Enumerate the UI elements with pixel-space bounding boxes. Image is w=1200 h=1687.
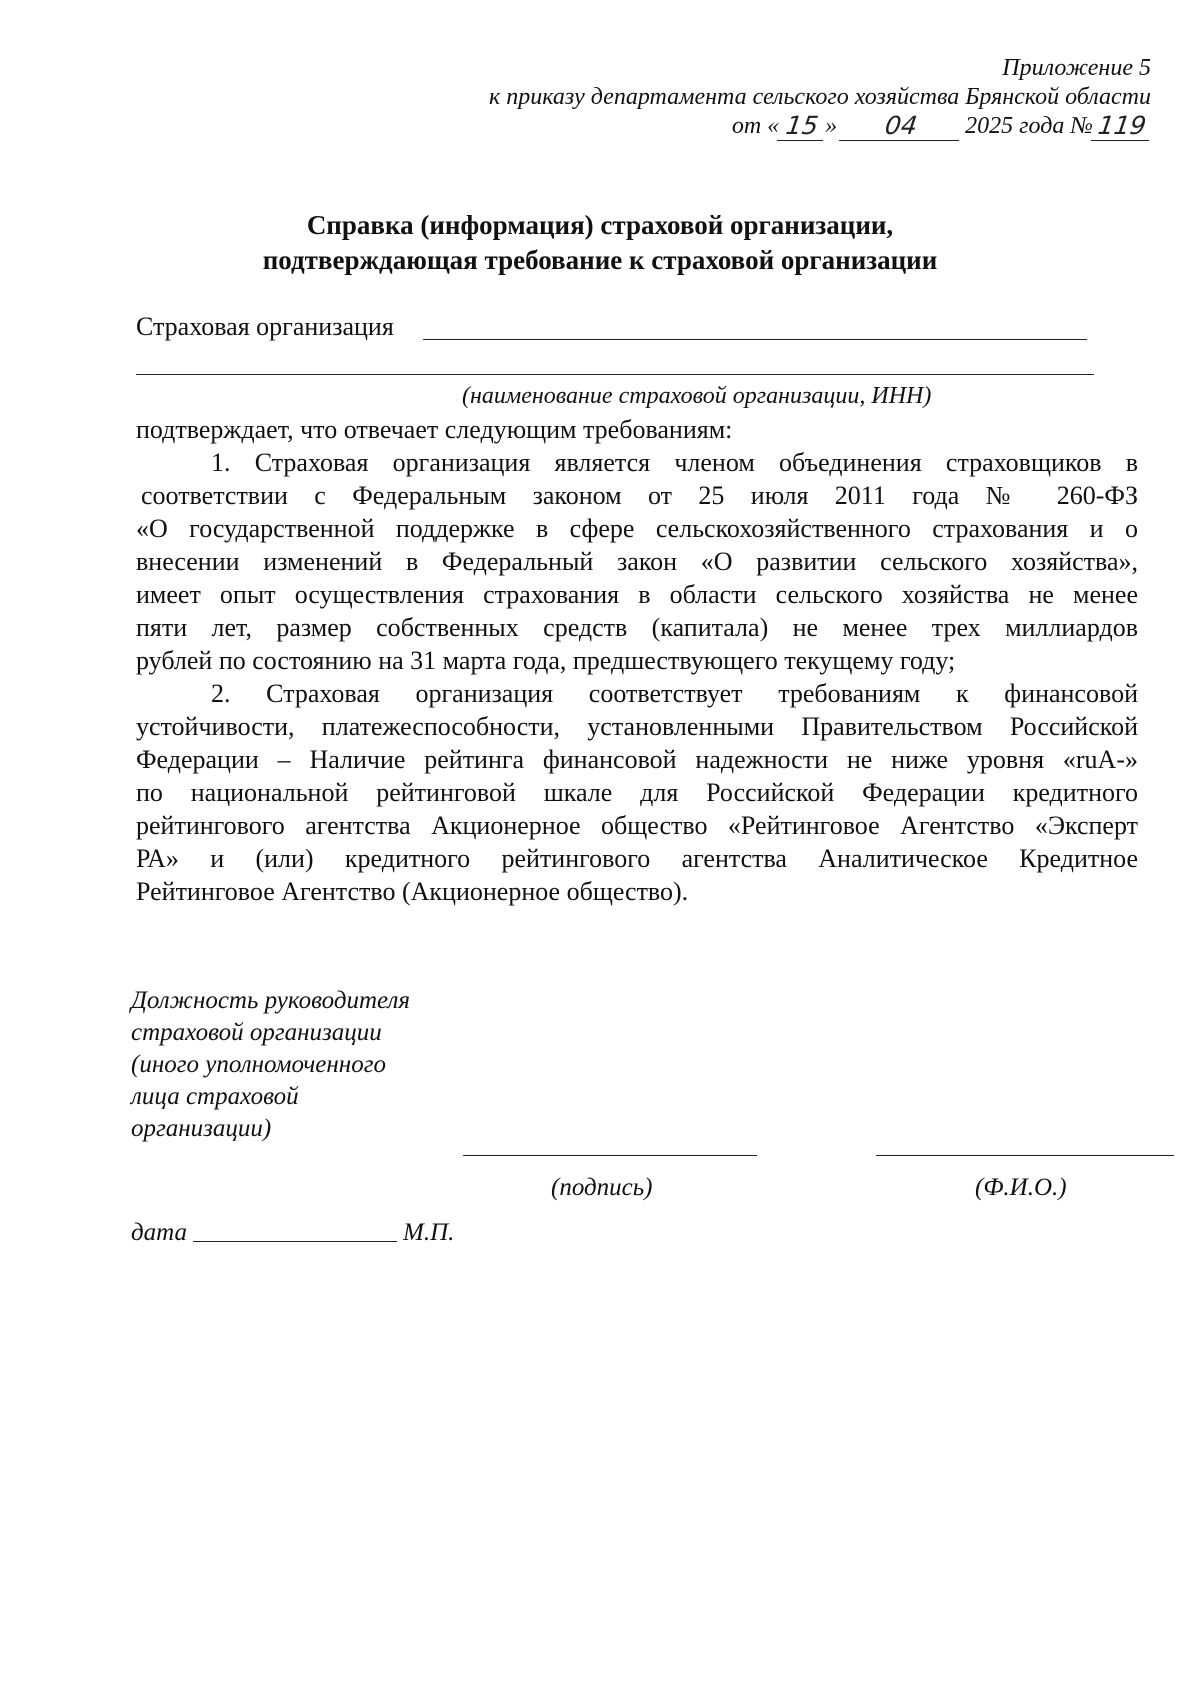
position-line: (иного уполномоченного <box>131 1051 386 1078</box>
signature-caption: (подпись) <box>551 1174 653 1201</box>
stamp-label: М.П. <box>403 1219 455 1246</box>
item-1-line: соответствии с Федеральным законом от 25 июля 2011 года № 260-ФЗ <box>141 481 1138 510</box>
item-2-line: Рейтинговое Агентство (Акционерное общество). <box>136 877 689 906</box>
title-line-2: подтверждающая требование к страховой организации <box>262 245 938 275</box>
item-2-line: устойчивости, платежеспособности, установленными Правительством Российской <box>136 712 1138 741</box>
org-caption: (наименование страховой организации, ИНН) <box>462 383 932 409</box>
item-2-line: Федерации – Наличие рейтинга финансовой надежности не ниже уровня «ruA-» <box>136 745 1138 774</box>
item-1-line: имеет опыт осуществления страхования в области сельского хозяйства не менее <box>136 580 1138 609</box>
org-name-field-continued[interactable] <box>136 374 1094 375</box>
handwritten-month: 04 <box>839 112 963 141</box>
item-1-line: пяти лет, размер собственных средств (капитала) не менее трех миллиардов <box>136 613 1138 642</box>
confirms-text: подтверждает, что отвечает следующим требованиям: <box>136 415 733 444</box>
handwritten-day: 15 <box>777 112 827 141</box>
appendix-label: Приложение 5 <box>1002 55 1151 81</box>
date-prefix: от « <box>731 113 780 139</box>
year-text: 2025 года № <box>965 113 1093 139</box>
position-line: организации) <box>131 1115 272 1142</box>
handwritten-number: 119 <box>1091 112 1153 141</box>
order-date-number <box>732 111 1151 141</box>
org-label: Страховая организация <box>136 312 394 341</box>
order-reference: к приказу департамента сельского хозяйства Брянской области <box>489 84 1151 110</box>
position-line: Должность руководителя <box>131 987 411 1014</box>
item-2-line: по национальной рейтинговой шкале для Российской Федерации кредитного <box>136 778 1138 807</box>
org-name-field[interactable] <box>423 339 1087 340</box>
item-1-line: «О государственной поддержке в сфере сельскохозяйственного страхования и о <box>136 514 1138 543</box>
item-2-line: рейтингового агентства Акционерное общество «Рейтинговое Агентство «Эксперт <box>136 811 1138 840</box>
position-line: страховой организации <box>131 1019 382 1046</box>
position-line: лица страховой <box>131 1083 299 1110</box>
date-close-quote: » <box>825 113 838 139</box>
item-1-line: 1. Страховая организация является членом объединения страховщиков в <box>211 448 1138 477</box>
name-field[interactable] <box>876 1155 1174 1156</box>
item-2-line: 2. Страховая организация соответствует требованиям к финансовой <box>211 679 1138 708</box>
date-label: дата <box>131 1219 188 1246</box>
item-1-line: рублей по состоянию на 31 марта года, предшествующего текущему году; <box>136 646 956 675</box>
position-block <box>131 985 410 1145</box>
date-field[interactable] <box>193 1241 397 1242</box>
signature-field[interactable] <box>463 1155 757 1156</box>
item-2-line: РА» и (или) кредитного рейтингового агентства Аналитическое Кредитное <box>136 844 1138 873</box>
title-line-1: Справка (информация) страховой организации, <box>306 210 894 240</box>
name-caption: (Ф.И.О.) <box>975 1174 1067 1201</box>
item-1-line: внесении изменений в Федеральный закон «О развитии сельского хозяйства», <box>136 547 1138 576</box>
